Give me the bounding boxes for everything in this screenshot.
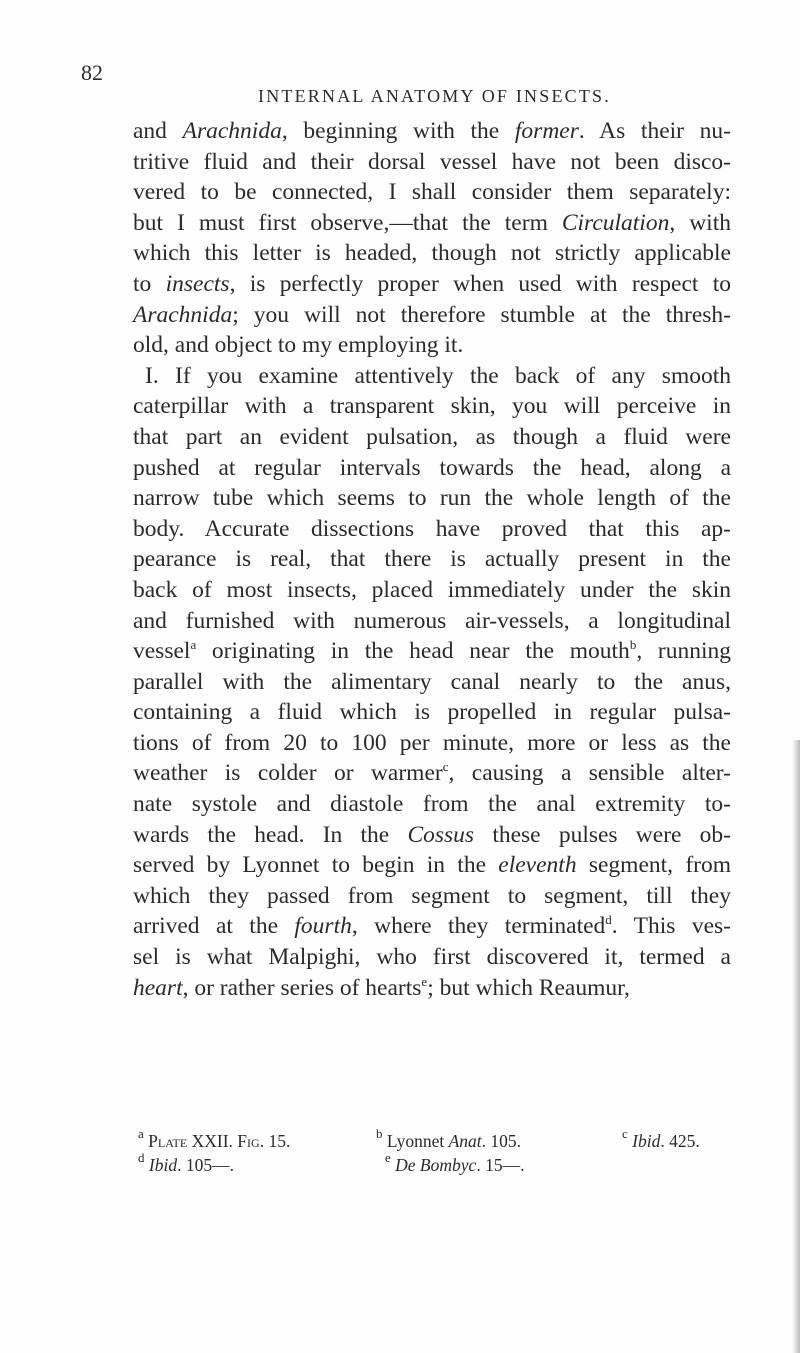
- footnote-marker: b: [629, 637, 637, 653]
- footnote-marker: e: [421, 973, 428, 989]
- text-line: narrow tube which seems to run the whole length of the: [133, 485, 731, 512]
- text-line: parallel with the alimentary canal nearly to the anus,: [133, 668, 731, 695]
- text-line: to insects, is perfectly proper when used with respect to: [133, 270, 731, 297]
- small-caps-text: Plate: [148, 1131, 188, 1151]
- text-line: heart, or rather series of hearts$^e$; but which Reaumur,: [133, 973, 630, 1001]
- text-line: tions of from 20 to 100 per minute, more or less as the: [133, 729, 731, 756]
- text-line: weather is colder or warmer$^c$, causing a sensible alter-: [133, 759, 731, 787]
- text-line: old, and object to my employing it.: [133, 332, 464, 359]
- text-line: pushed at regular intervals towards the head, along a: [133, 454, 731, 481]
- text-line: I. If you examine attentively the back of any smooth: [145, 362, 731, 389]
- text-line: arrived at the fourth, where they terminated$^d$. This ves-: [133, 912, 731, 940]
- text-line: body. Accurate dissections have proved that this ap-: [133, 515, 731, 542]
- footnote-marker: a: [190, 637, 197, 653]
- italic-text: fourth: [294, 913, 352, 940]
- footnote-a: $^a$ Plate XXII. Fig. 15.: [138, 1126, 291, 1151]
- italic-text: Arachnida: [182, 118, 282, 144]
- footnote-marker: d: [138, 1150, 145, 1165]
- text-line: tritive fluid and their dorsal vessel have not been disco-: [133, 148, 731, 175]
- body-text: [133, 116, 731, 1003]
- italic-text: heart: [133, 974, 183, 1001]
- small-caps-text: Fig: [237, 1131, 260, 1151]
- running-head: INTERNAL ANATOMY OF INSECTS.: [258, 86, 611, 106]
- footnote-marker: b: [376, 1126, 383, 1141]
- text-line: wards the head. In the Cossus these pulses were ob-: [133, 821, 731, 848]
- text-line: sel is what Malpighi, who first discovered it, termed a: [133, 944, 731, 971]
- italic-text: Cossus: [407, 821, 475, 848]
- page-number: 82: [81, 60, 103, 85]
- text-line: vessel$^a$ originating in the head near the mouth$^b$, running: [133, 637, 731, 665]
- italic-text: Ibid: [148, 1155, 178, 1175]
- text-line: that part an evident pulsation, as though a fluid were: [133, 423, 731, 450]
- text-line: and furnished with numerous air-vessels, a longitudinal: [133, 607, 731, 634]
- text-line: containing a fluid which is propelled in regular pulsa-: [133, 699, 731, 726]
- italic-text: former: [514, 118, 579, 144]
- footnote-marker: e: [385, 1150, 391, 1165]
- italic-text: Circulation: [561, 209, 670, 236]
- text-line: pearance is real, that there is actually present in the: [133, 546, 731, 573]
- footnote-c: $^c$ Ibid. 425.: [622, 1126, 700, 1151]
- footnote-e: $^e$ De Bombyc. 15—.: [385, 1150, 525, 1175]
- italic-text: Arachnida: [133, 301, 233, 328]
- footnote-b: $^b$ Lyonnet Anat. 105.: [376, 1126, 522, 1151]
- footnote-marker: c: [622, 1126, 628, 1141]
- text-line: Arachnida; you will not therefore stumble at the thresh-: [133, 301, 731, 328]
- footnote-marker: d: [605, 912, 612, 928]
- text-line: vered to be connected, I shall consider them separately:: [133, 179, 731, 206]
- italic-text: Anat: [448, 1131, 482, 1151]
- text-line: nate systole and diastole from the anal extremity to-: [133, 791, 731, 818]
- footnote-marker: a: [138, 1126, 144, 1141]
- text-line: which this letter is headed, though not strictly applicable: [133, 240, 731, 267]
- footnote-d: $^d$ Ibid. 105—.: [138, 1150, 234, 1175]
- italic-text: eleventh: [498, 852, 577, 879]
- italic-text: De Bombyc: [395, 1155, 477, 1175]
- footnote-marker: c: [442, 759, 449, 775]
- text-line: caterpillar with a transparent skin, you will perceive in: [133, 393, 731, 420]
- text-line: but I must first observe,—that the term Circulation, with: [133, 209, 731, 236]
- text-line: served by Lyonnet to begin in the eleventh segment, from: [133, 852, 732, 879]
- text-line: and Arachnida, beginning with the former. As their nu-: [133, 118, 731, 144]
- italic-text: insects: [165, 270, 230, 297]
- page-edge-shadow: [792, 740, 800, 1353]
- italic-text: Ibid: [632, 1131, 661, 1151]
- text-line: back of most insects, placed immediately under the skin: [133, 576, 731, 603]
- text-line: which they passed from segment to segment, till they: [133, 882, 731, 909]
